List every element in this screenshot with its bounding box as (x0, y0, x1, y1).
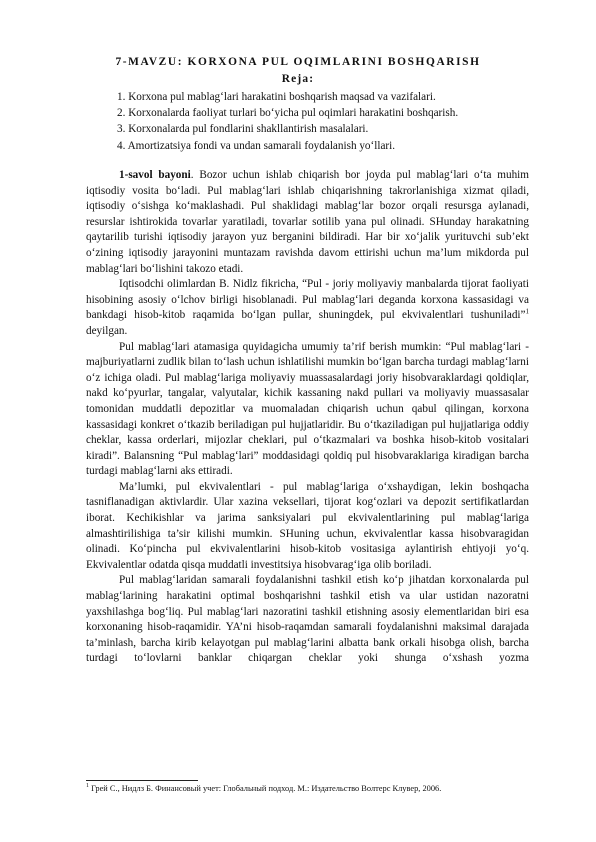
plan-item: 1. Korxona pul mablag‘lari harakatini boshqarish maqsad va vazifalari. (117, 91, 436, 103)
footnote (86, 783, 546, 794)
page-title: 7-MAVZU: KORXONA PUL OQIMLARINI BOSHQARISH (115, 56, 481, 68)
paragraph-text: . Bozor uchun ishlab chiqarish bor joyda pul mablag‘lari o‘ta muhim iqtisodiy vosita bo‘ladi. Pul mablag‘lari ishlab chiqarishning takrorlanishiga xizmat qiladi, iqtisodiy o‘sishga ko‘maklashadi. Pul shaklidagi mablag‘lar bozor orqali resursga aylanadi, resurslar ishtirokida tovarlar yaratiladi, tovarlar sotilib yana pul olinadi. SHunday harakatning qaytarilib turishi iqtisodiy jarayon yuz berganini bildiradi. Har bir xo‘jalik yurituvchi sub’ekt o‘zining iqtisodiy jarayonini muntazam ravishda davom ettirishi uchun ma’lum mikdorda pul mablag‘lari bo‘lishini takozo etadi. (86, 169, 529, 275)
paragraph-text: deyilgan. (86, 324, 128, 337)
plan-item: 3. Korxonalarda pul fondlarini shakllantirish masalalari. (117, 123, 369, 136)
paragraph (86, 277, 529, 339)
body-text (86, 168, 529, 667)
paragraph (86, 168, 529, 277)
paragraph (86, 340, 529, 480)
paragraph-text: Ma’lumki, pul ekvivalentlari - pul mablag‘lariga o‘xshaydigan, lekin boshqacha tasniflanadigan aktivlardir. Ular xazina veksellari, tijorat kog‘ozlari va depozit sertifikatlardan iborat. Kechikishlar va jarima sanksiyalari pul ekvivalentlarining pul mablag‘lariga almashtirilishiga ta’sir kilishi mumkin. SHuning uchun, ekvivalentlar kassa hisobvaragidan olinadi. Ko‘pincha pul ekvivalentlarini hisob-kitob vositasiga aylantirish ehtiyoji yo‘q. Ekvivalentlar odatda qisqa muddatli investitsiya hisobvarag‘iga olib boriladi. (86, 480, 529, 571)
plan-item: 2. Korxonalarda faoliyat turlari bo‘yicha pul oqimlari harakatini boshqarish. (117, 107, 459, 120)
paragraph-text: Pul mablag‘laridan samarali foydalanishni tashkil etish ko‘p jihatdan korxonalarda pul mablag‘larining harakatini optimal boshqarishni tashkil etish va ular ustidan nazoratni yaxshilashga bog‘liq. Pul mablag‘lari nazoratini tashkil etishning asosiy elementlaridan biri esa korxonaning hisob-raqamidir. YA’ni hisob-raqamdan samarali foydalanishni maksimal darajada ta’minlash, barcha kirib kelayotgan pul mablag‘larini albatta bank orkali hisobga olish, barcha turdagi to‘lovlarni banklar chiqargan cheklar yoki shunga o‘xshash yozma (86, 574, 529, 665)
footnote-text: Грей С., Нидлз Б. Финансовый учет: Глобальный подход. М.: Издательство Волтерс Клувер, 2006. (89, 784, 442, 793)
paragraph (86, 573, 529, 667)
footnote-reference[interactable]: 1 (525, 307, 529, 316)
plan-item: 4. Amortizatsiya fondi va undan samarali foydalanish yo‘llari. (117, 139, 396, 152)
plan-heading: Reja: (281, 73, 315, 85)
paragraph (86, 480, 529, 574)
footnote-divider (86, 780, 198, 781)
paragraph-text: Iqtisodchi olimlardan B. Nidlz fikricha, “Pul - joriy moliyaviy manbalarda tijorat faoliyati hisobining asosiy o‘lchov birligi hisoblanadi. Pul mablag‘lari deganda korxona kassasidagi va bankdagi hisob-kitob raqamida bo‘lgan pullar, shuningdek, pul ekvivalentlari tushuniladi” (86, 278, 529, 322)
footnote-marker: 1 (86, 783, 89, 790)
paragraph-text: Pul mablag‘lari atamasiga quyidagicha umumiy ta’rif berish mumkin: “Pul mablag‘lari - majburiyatlarni zudlik bilan to‘lash uchun ishlatilishi mumkin bo‘lgan barcha turdagi mablag‘larni o‘z ichiga oladi. Pul mablag‘lariga moliyaviy muassasalardagi joriy hisobvaraklardagi qoldiqlar, nakd ko‘pyurlar, tangalar, valyutalar, kichik kassaning nakd pullari va moliyaviy muassasalar tomonidan muddatli depozitlar va muomaladan chiqarish uchun qabul qilingan, korxona kassasidagi konkret o‘tkazib beriladigan pul hujjatlaridir. Bu o‘tkaziladigan pul hujjatlariga oddiy cheklar, kassa orderlari, mijozlar cheklari, pul o‘tkazmalari va boshka hisob-kitob vositalari kiradi”. Balansning “Pul mablag‘lari” moddasidagi qoldiq pul hisobvaraklariga kiradigan barcha turdagi mablag‘larni aks ettiradi. (86, 340, 529, 478)
question-lead: 1-savol bayoni (119, 169, 191, 181)
plan-list (117, 89, 557, 154)
